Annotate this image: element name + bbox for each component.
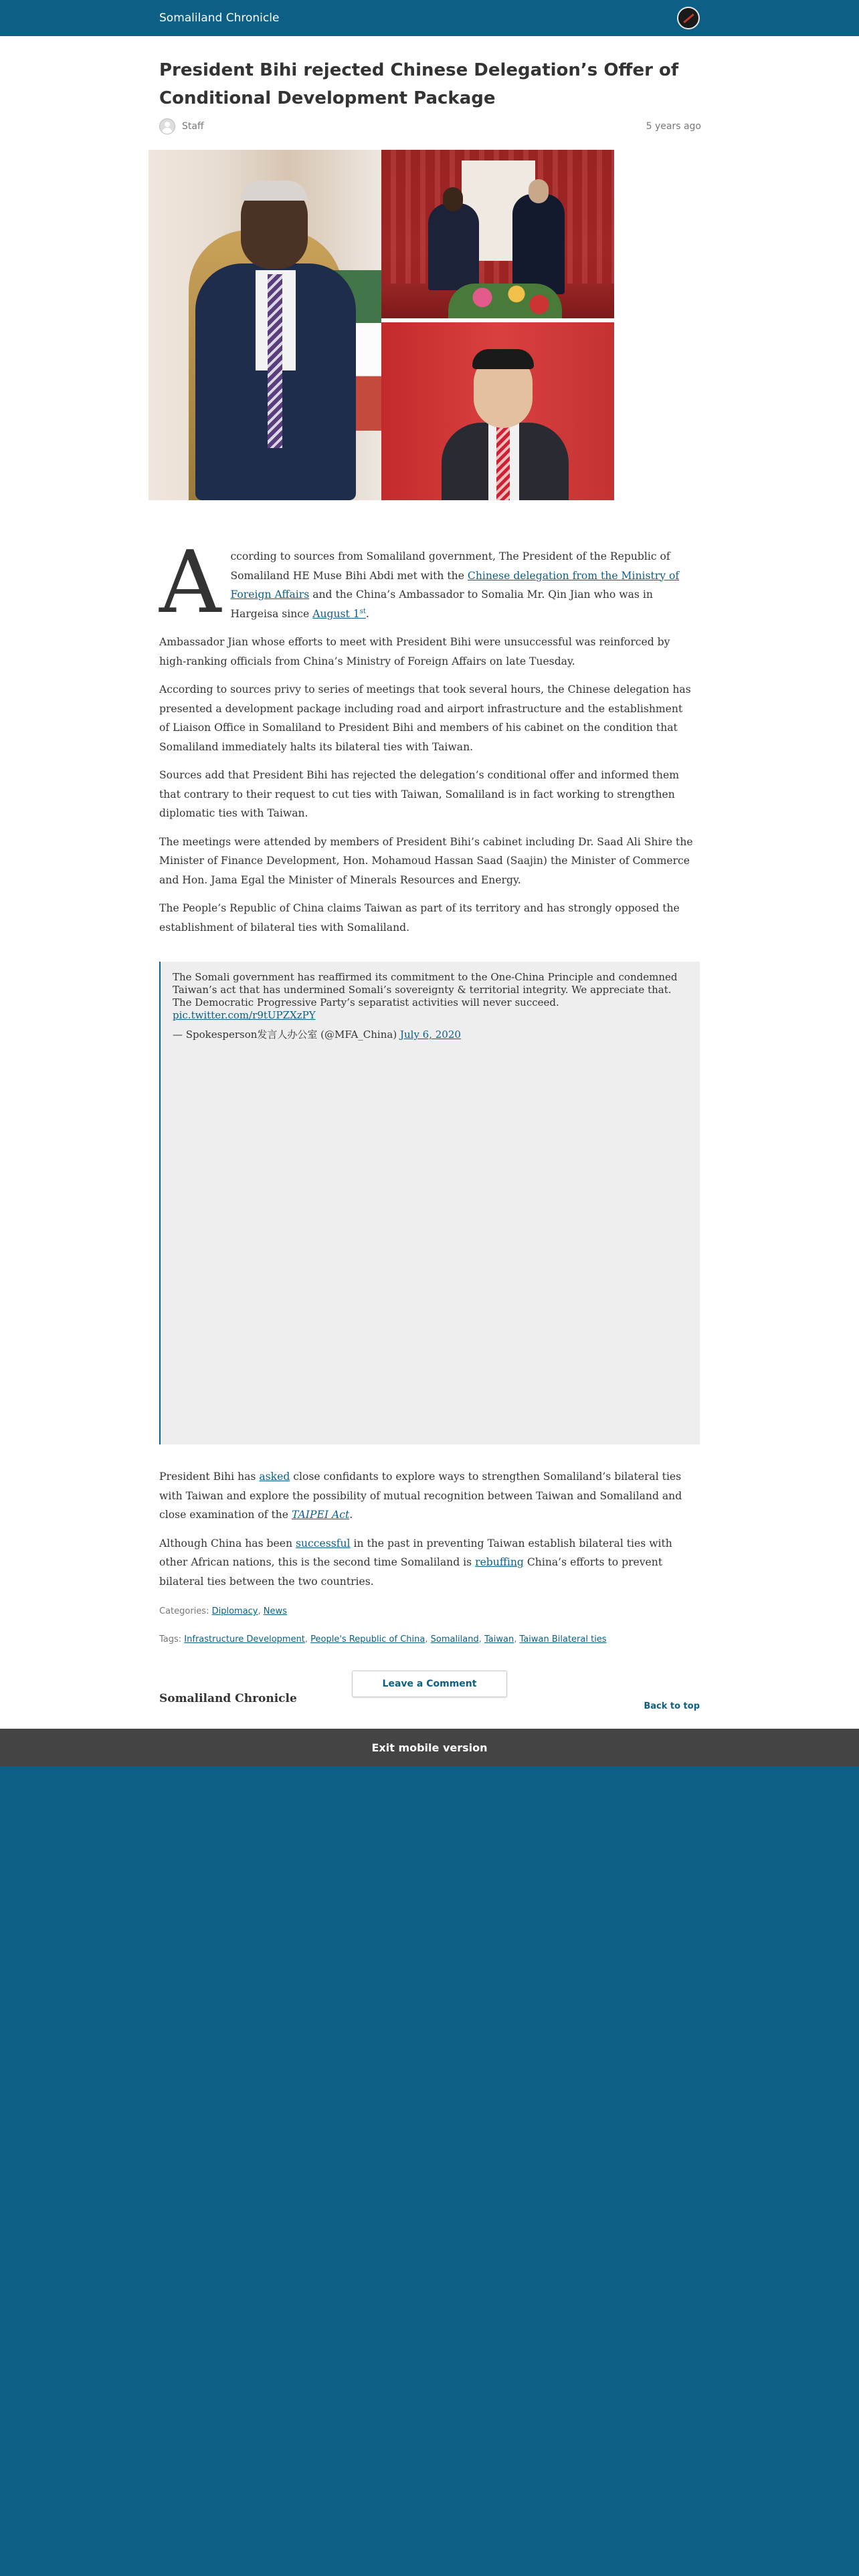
link-asked[interactable]: asked xyxy=(259,1471,290,1483)
leave-comment-button[interactable]: Leave a Comment xyxy=(352,1671,507,1697)
article-page xyxy=(0,36,859,1735)
site-header xyxy=(0,0,859,36)
tag-link[interactable]: Somaliland xyxy=(430,1634,479,1644)
paragraph-1: According to sources from Somaliland government, The President of the Republic of Somaliland HE Muse Bihi Abdi met with the Chinese delegation from the Ministry of Foreign Affairs and the China’s Ambassador to Somalia Mr. Qin Jian who was in Hargeisa since August 1st. xyxy=(159,533,680,633)
category-link[interactable]: Diplomacy xyxy=(211,1606,258,1616)
footer-site-name: Somaliland Chronicle xyxy=(159,1692,297,1705)
tag-link[interactable]: People's Republic of China xyxy=(310,1634,425,1644)
tags-label: Tags: xyxy=(159,1634,185,1644)
link-successful[interactable]: successful xyxy=(295,1537,351,1549)
paragraph-8: Although China has been successful in the past in preventing Taiwan establish bilateral ties with other African nations, this is the second time Somaliland is rebuffing China’s efforts to prevent bilateral ties between the two countries. xyxy=(159,1537,672,1588)
tag-link[interactable]: Infrastructure Development xyxy=(184,1634,305,1644)
paragraph-5: The meetings were attended by members of President Bihi’s cabinet including Dr. Saad Ali Shire the Minister of Finance Development, Hon. Mohamoud Hassan Saad (Saajin) the Minister of Commerce and Hon. Jama Egal the Minister of Minerals Resources and Energy. xyxy=(159,835,693,886)
photo-handshake xyxy=(381,150,614,318)
exit-mobile-version-button[interactable]: Exit mobile version xyxy=(0,1729,859,1766)
categories: Categories: Diplomacy, News xyxy=(159,1606,287,1616)
categories-label: Categories: xyxy=(159,1606,212,1616)
article-body-continued xyxy=(159,1467,694,1600)
tweet-pic-link[interactable]: pic.twitter.com/r9tUPZXzPY xyxy=(173,1009,316,1021)
paragraph-6: The People’s Republic of China claims Taiwan as part of its territory and has strongly opposed the establishment of bilateral ties with Somaliland. xyxy=(159,902,680,934)
link-chinese-delegation[interactable]: Chinese delegation from the Ministry of Foreign Affairs xyxy=(230,569,680,601)
author xyxy=(159,118,204,134)
link-rebuffing[interactable]: rebuffing xyxy=(475,1556,524,1568)
tweet-text: The Somali government has reaffirmed its commitment to the One-China Principle and condemned Taiwan’s act that has undermined Somali’s sovereignty & territorial integrity. We appreciate that. The Democratic Progressive Party’s separatist activities will never succeed. pic.twitter.com/r9tUPZXzPY xyxy=(173,971,678,1021)
author-name: Staff xyxy=(182,121,204,132)
tweet-attribution: — Spokesperson发言人办公室 (@MFA_China) July 6, 2020 xyxy=(173,1029,461,1041)
tweet-date-link[interactable]: July 6, 2020 xyxy=(399,1029,461,1041)
category-link[interactable]: News xyxy=(263,1606,287,1616)
article-body xyxy=(159,533,694,946)
tag-link[interactable]: Taiwan Bilateral ties xyxy=(519,1634,607,1644)
photo-ambassador xyxy=(381,322,614,500)
link-taipei-act[interactable]: TAIPEI Act xyxy=(291,1509,350,1521)
article-title: President Bihi rejected Chinese Delegation’s Offer of Conditional Development Package xyxy=(159,60,679,108)
featured-image xyxy=(149,150,614,500)
paragraph-7: President Bihi has asked close confidants to explore ways to strengthen Somaliland’s bilateral ties with Taiwan and explore the possibility of mutual recognition between Taiwan and Somaliland and close examination of the TAIPEI Act. xyxy=(159,1471,682,1521)
tag-link[interactable]: Taiwan xyxy=(484,1634,514,1644)
back-to-top-link[interactable]: Back to top xyxy=(644,1701,700,1711)
embedded-tweet xyxy=(159,962,700,1444)
photo-president xyxy=(149,150,381,500)
site-logo-icon[interactable] xyxy=(677,7,700,29)
link-august-1st[interactable]: August 1st xyxy=(312,607,366,620)
site-title-link[interactable]: Somaliland Chronicle xyxy=(159,11,280,25)
paragraph-4: Sources add that President Bihi has rejected the delegation’s conditional offer and informed them that contrary to their request to cut ties with Taiwan, Somaliland is in fact working to strengthen diplomatic ties with Taiwan. xyxy=(159,769,679,819)
article-meta xyxy=(159,118,701,135)
author-avatar-icon xyxy=(159,118,175,134)
paragraph-3: According to sources privy to series of meetings that took several hours, the Chinese delegation has presented a development package including road and airport infrastructure and the establishment of Liaison Office in Somaliland to President Bihi and members of his cabinet on the condition that Somaliland immediately halts its bilateral ties with Taiwan. xyxy=(159,683,691,753)
site-footer xyxy=(0,1692,859,1729)
drop-cap: A xyxy=(159,533,221,633)
tags: Tags: Infrastructure Development, People's Republic of China, Somaliland, Taiwan, Taiwan Bilateral ties xyxy=(159,1634,607,1644)
paragraph-2: Ambassador Jian whose efforts to meet with President Bihi were unsuccessful was reinforced by high-ranking officials from China’s Ministry of Foreign Affairs on late Tuesday. xyxy=(159,636,670,667)
post-date: 5 years ago xyxy=(646,121,701,132)
